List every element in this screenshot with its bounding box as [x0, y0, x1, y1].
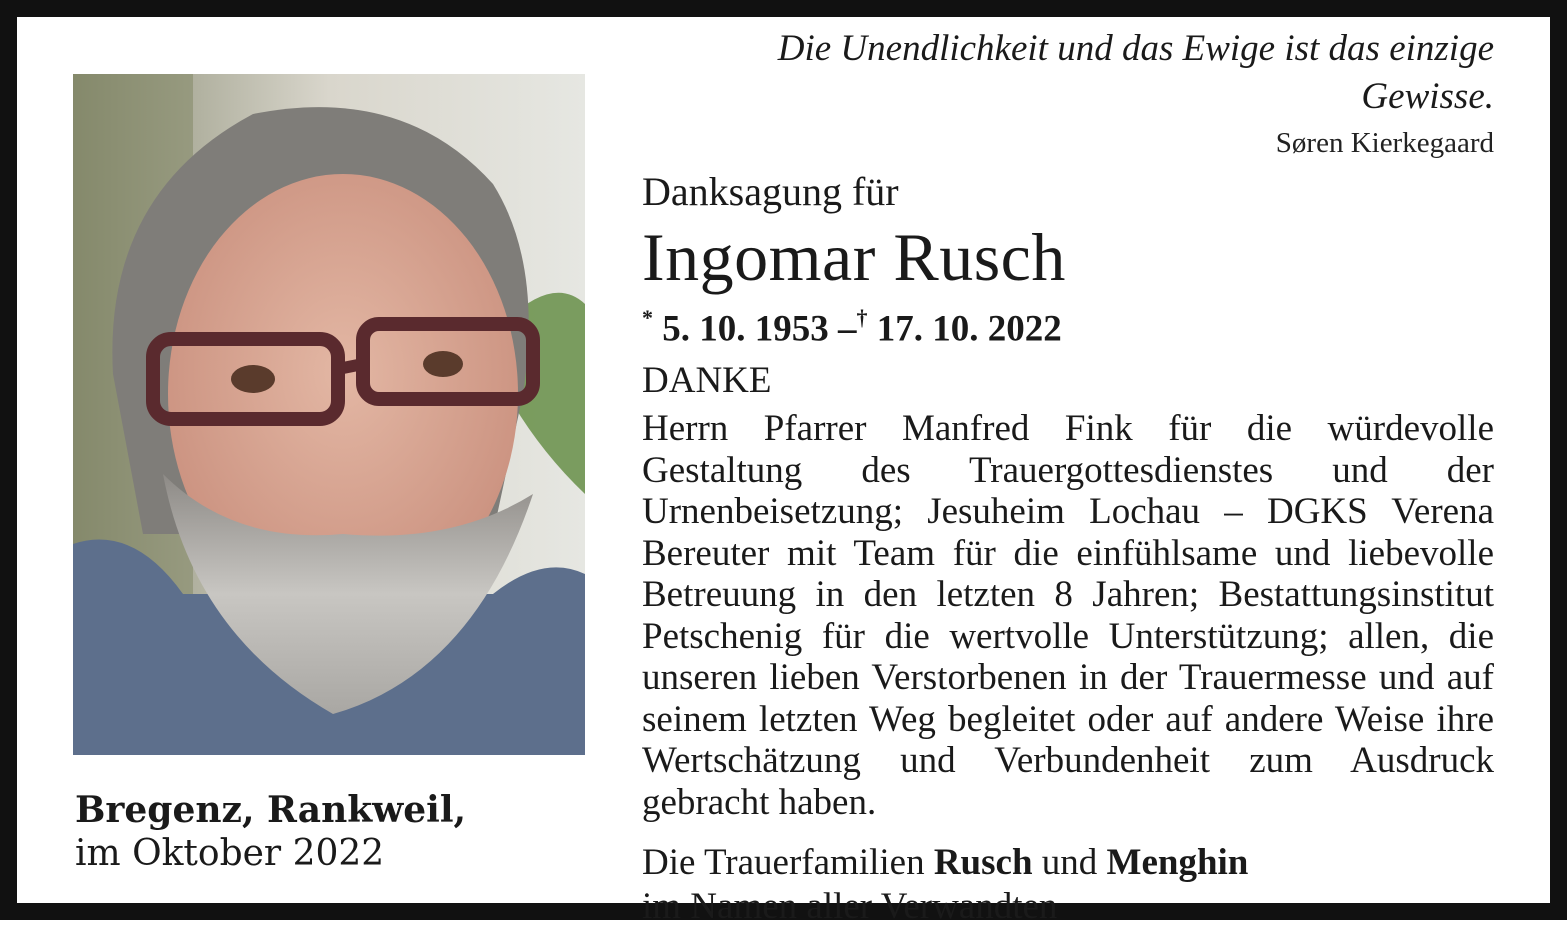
date-separator: –: [838, 308, 857, 350]
danke-heading: DANKE: [642, 360, 772, 402]
death-date: 17. 10. 2022: [876, 308, 1062, 350]
place-and-date: [75, 788, 466, 876]
quote-text: Die Unendlichkeit und das Ewige ist das einzige Gewisse.: [777, 28, 1494, 117]
birth-symbol: *: [642, 305, 653, 330]
life-dates: [642, 297, 1494, 352]
place-line: Bregenz, Rankweil,: [75, 789, 467, 831]
thanks-body: Herrn Pfarrer Manfred Fink für die würdevolle Gestaltung des Trauergottesdienstes und der Urnenbeisetzung; Jesuheim Lochau – DGKS Verena Bereuter mit Team für die einfühlsame und liebevolle Betreuung in den letzten 8 Jahren; Bestattungsinstitut Petschenig für die wertvolle Unterstützung; allen, die unseren lieben Verstorbenen in der Trauermesse und auf seinem letzten Weg begleitet oder auf andere Weise ihre Wertschätzung und Verbundenheit zum Ausdruck gebracht haben.: [642, 408, 1494, 823]
deceased-name: Ingomar Rusch: [642, 219, 1066, 295]
signature-conjunction: und: [1041, 842, 1098, 884]
family-name-2: Menghin: [1106, 842, 1249, 884]
month-line: im Oktober 2022: [75, 833, 385, 874]
family-name-1: Rusch: [933, 842, 1033, 884]
death-symbol: †: [856, 305, 868, 330]
portrait-photo: [73, 74, 585, 755]
signature-prefix: Die Trauerfamilien: [642, 842, 925, 884]
quote-author: Søren Kierkegaard: [1275, 127, 1494, 159]
birth-date: 5. 10. 1953: [662, 308, 829, 350]
signature: [642, 841, 1494, 929]
signature-line-2: im Namen aller Verwandten: [642, 886, 1058, 928]
intro-heading: Danksagung für: [642, 169, 899, 214]
notice-text-column: [642, 25, 1494, 929]
